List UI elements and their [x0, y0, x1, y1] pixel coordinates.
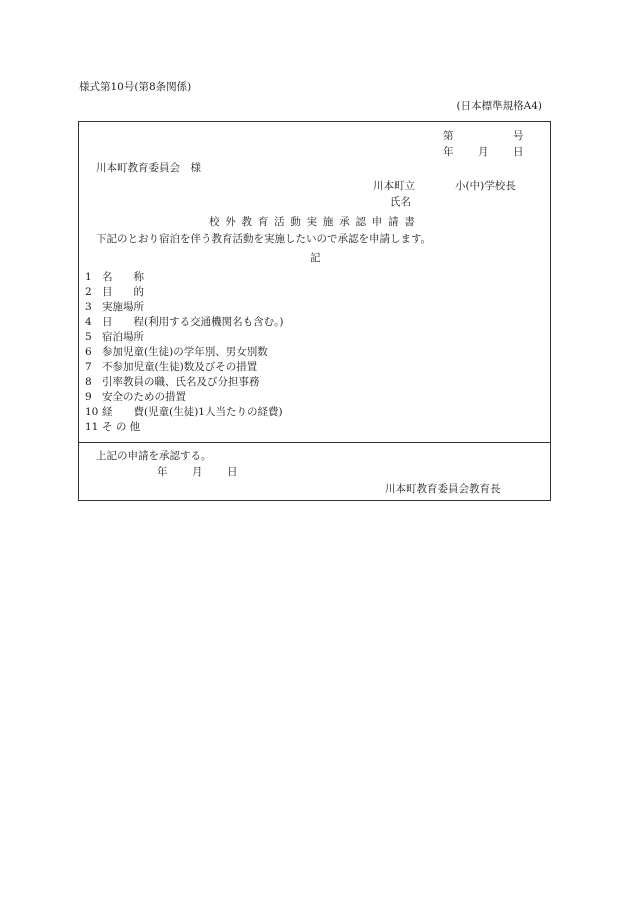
intro-text: 下記のとおり宿泊を伴う教育活動を実施したいので承認を申請します。	[96, 233, 432, 245]
doc-number-suffix: 号	[513, 130, 524, 142]
item-number: 7	[85, 361, 92, 373]
item-number: 4	[85, 316, 92, 328]
item-note: (利用する交通機関名も含む。)	[144, 316, 284, 328]
item-number: 8	[85, 376, 92, 388]
item-note: (児童(生徒)1人当たりの経費)	[144, 406, 283, 418]
list-item	[85, 317, 283, 328]
item-label: 実施場所	[102, 301, 144, 313]
approval-date-month: 月	[192, 466, 203, 478]
form-number-label: 様式第10号(第8条関係)	[79, 81, 192, 93]
item-number: 3	[85, 301, 92, 313]
paper-size-label: (日本標準規格A4)	[456, 100, 542, 112]
list-item	[85, 287, 144, 298]
item-number: 1	[85, 271, 92, 283]
item-number: 6	[85, 346, 92, 358]
item-number: 10	[85, 406, 99, 418]
list-item	[85, 377, 260, 388]
ki-heading: 記	[310, 252, 321, 264]
list-item	[85, 407, 283, 418]
approval-date-day: 日	[227, 466, 238, 478]
item-label: 引率教員の職、氏名及び分担事務	[102, 376, 260, 388]
item-label: 安全のための措置	[102, 391, 186, 403]
list-item	[85, 422, 140, 433]
item-label: そ の 他	[102, 421, 141, 433]
item-label: 名 称	[102, 271, 144, 283]
item-number: 9	[85, 391, 92, 403]
list-item	[85, 362, 257, 373]
school-prefix: 川本町立	[373, 180, 415, 192]
applicant-name-label: 氏名	[390, 196, 411, 208]
item-number: 11	[85, 421, 99, 433]
date-year: 年	[443, 146, 454, 158]
list-item	[85, 347, 268, 358]
approval-date-year: 年	[157, 466, 168, 478]
item-number: 5	[85, 331, 92, 343]
approval-signatory: 川本町教育委員会教育長	[385, 483, 501, 495]
item-label: 目 的	[102, 286, 144, 298]
list-item	[85, 392, 186, 403]
list-item	[85, 302, 144, 313]
list-item	[85, 272, 144, 283]
date-month: 月	[478, 146, 489, 158]
date-day: 日	[513, 146, 524, 158]
list-item	[85, 332, 144, 343]
item-number: 2	[85, 286, 92, 298]
item-label: 経 費	[102, 406, 144, 418]
item-label: 不参加児童(生徒)数及びその措置	[102, 361, 258, 373]
section-divider	[79, 442, 550, 443]
item-label: 参加児童(生徒)の学年別、男女別数	[102, 346, 268, 358]
application-form-box	[78, 121, 551, 501]
addressee: 川本町教育委員会 様	[96, 162, 201, 174]
doc-number-prefix: 第	[443, 130, 454, 142]
item-label: 日 程	[102, 316, 144, 328]
school-suffix: 小(中)学校長	[455, 180, 516, 192]
document-title: 校外教育活動実施承認申請書	[209, 216, 421, 228]
approval-text: 上記の申請を承認する。	[96, 450, 212, 462]
item-label: 宿泊場所	[102, 331, 144, 343]
